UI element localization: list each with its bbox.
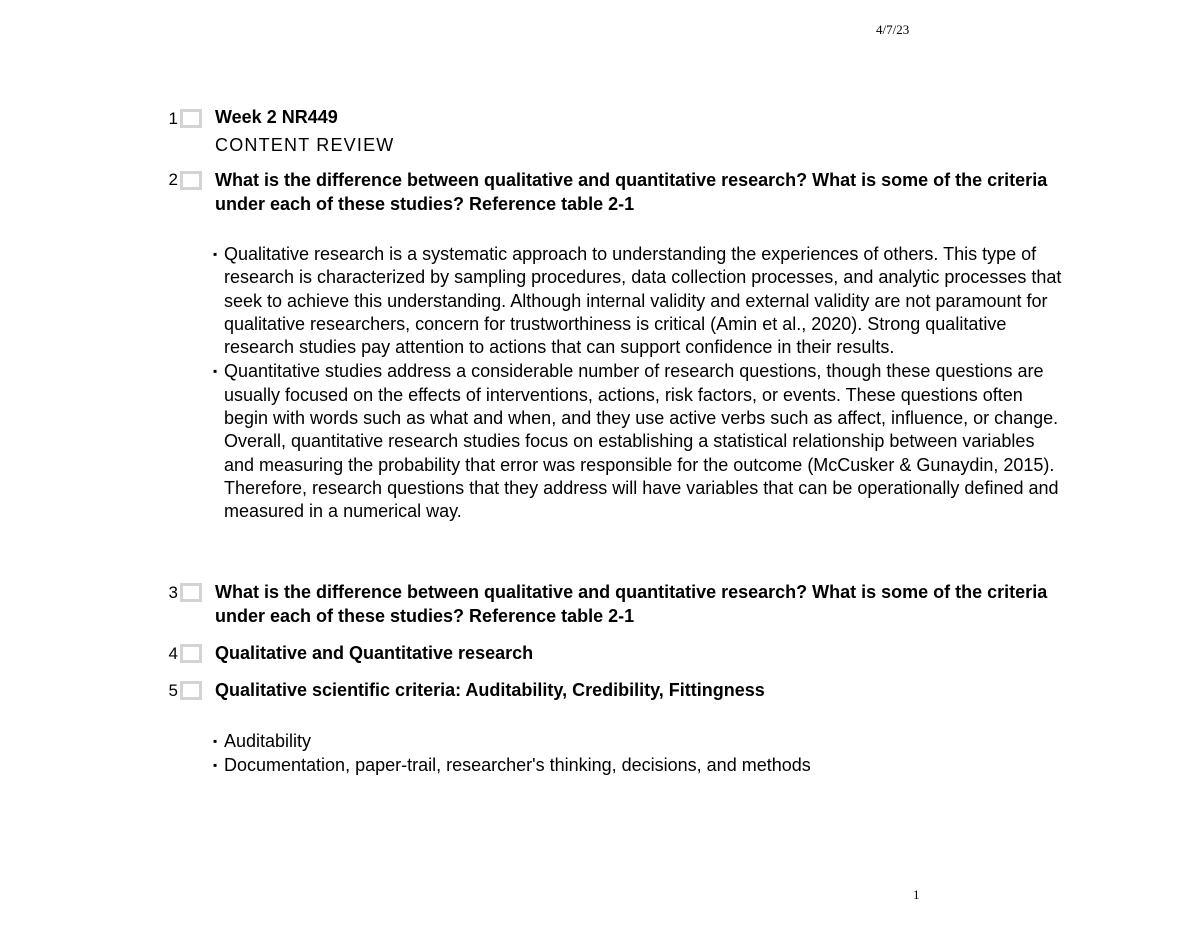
item-title: Week 2 NR449: [215, 107, 338, 127]
item-number: 1: [168, 109, 178, 128]
item-number: 5: [168, 681, 178, 700]
bullet-item: [213, 730, 1063, 753]
bullet-text: Qualitative research is a systematic approach to understanding the experiences of others. This type of research is characterized by sampling procedures, data collection processes, and analytic processes that seek to achieve this understanding. Although internal validity and external validity are not paramount for qualitative researchers, concern for trustworthiness is critical (Amin et al., 2020). Strong qualitative research studies pay attention to actions that can support confidence in their results.: [224, 244, 1062, 358]
bullet-item: [213, 243, 1063, 359]
bullet-list: [213, 243, 1063, 525]
item-subtitle: CONTENT REVIEW: [215, 135, 395, 155]
bullet-item: [213, 360, 1063, 523]
item-number: 3: [168, 583, 178, 602]
item-checkbox[interactable]: [180, 109, 202, 128]
bullet-item: [213, 754, 1063, 777]
bullet-dot: ▪: [213, 247, 218, 261]
bullet-dot: ▪: [213, 364, 218, 379]
item-title: Qualitative scientific criteria: Auditability, Credibility, Fittingness: [215, 680, 765, 700]
bullet-text: Documentation, paper-trail, researcher's thinking, decisions, and methods: [224, 755, 811, 776]
item-title: Qualitative and Quantitative research: [215, 643, 534, 663]
item-number: 4: [168, 644, 178, 663]
item-title: What is the difference between qualitative and quantitative research? What is some of the criteria under each of these studies? Reference table 2-1: [215, 170, 1048, 214]
page-number: 1: [913, 887, 920, 902]
bullet-text: Auditability: [224, 731, 312, 751]
item-checkbox[interactable]: [180, 171, 202, 190]
item-checkbox[interactable]: [180, 681, 202, 700]
page-date: 4/7/23: [876, 22, 910, 37]
item-checkbox[interactable]: [180, 644, 202, 663]
item-number: 2: [168, 170, 178, 189]
bullet-text: Quantitative studies address a considerable number of research questions, though these questions are usually focused on the effects of interventions, actions, risk factors, or events. These questions often begin with words such as what and when, and they use active verbs such as affect, influence, or change. Overall, quantitative research studies focus on establishing a statistical relationship between variables and measuring the probability that error was responsible for the outcome (McCusker & Gunaydin, 2015). Therefore, research questions that they address will have variables that can be operationally defined and measured in a numerical way.: [224, 361, 1059, 522]
bullet-dot: ▪: [213, 758, 218, 773]
bullet-list: [213, 730, 1063, 779]
item-title: What is the difference between qualitative and quantitative research? What is some of the criteria under each of these studies? Reference table 2-1: [215, 582, 1048, 626]
item-checkbox[interactable]: [180, 583, 202, 602]
bullet-dot: ▪: [213, 734, 218, 748]
